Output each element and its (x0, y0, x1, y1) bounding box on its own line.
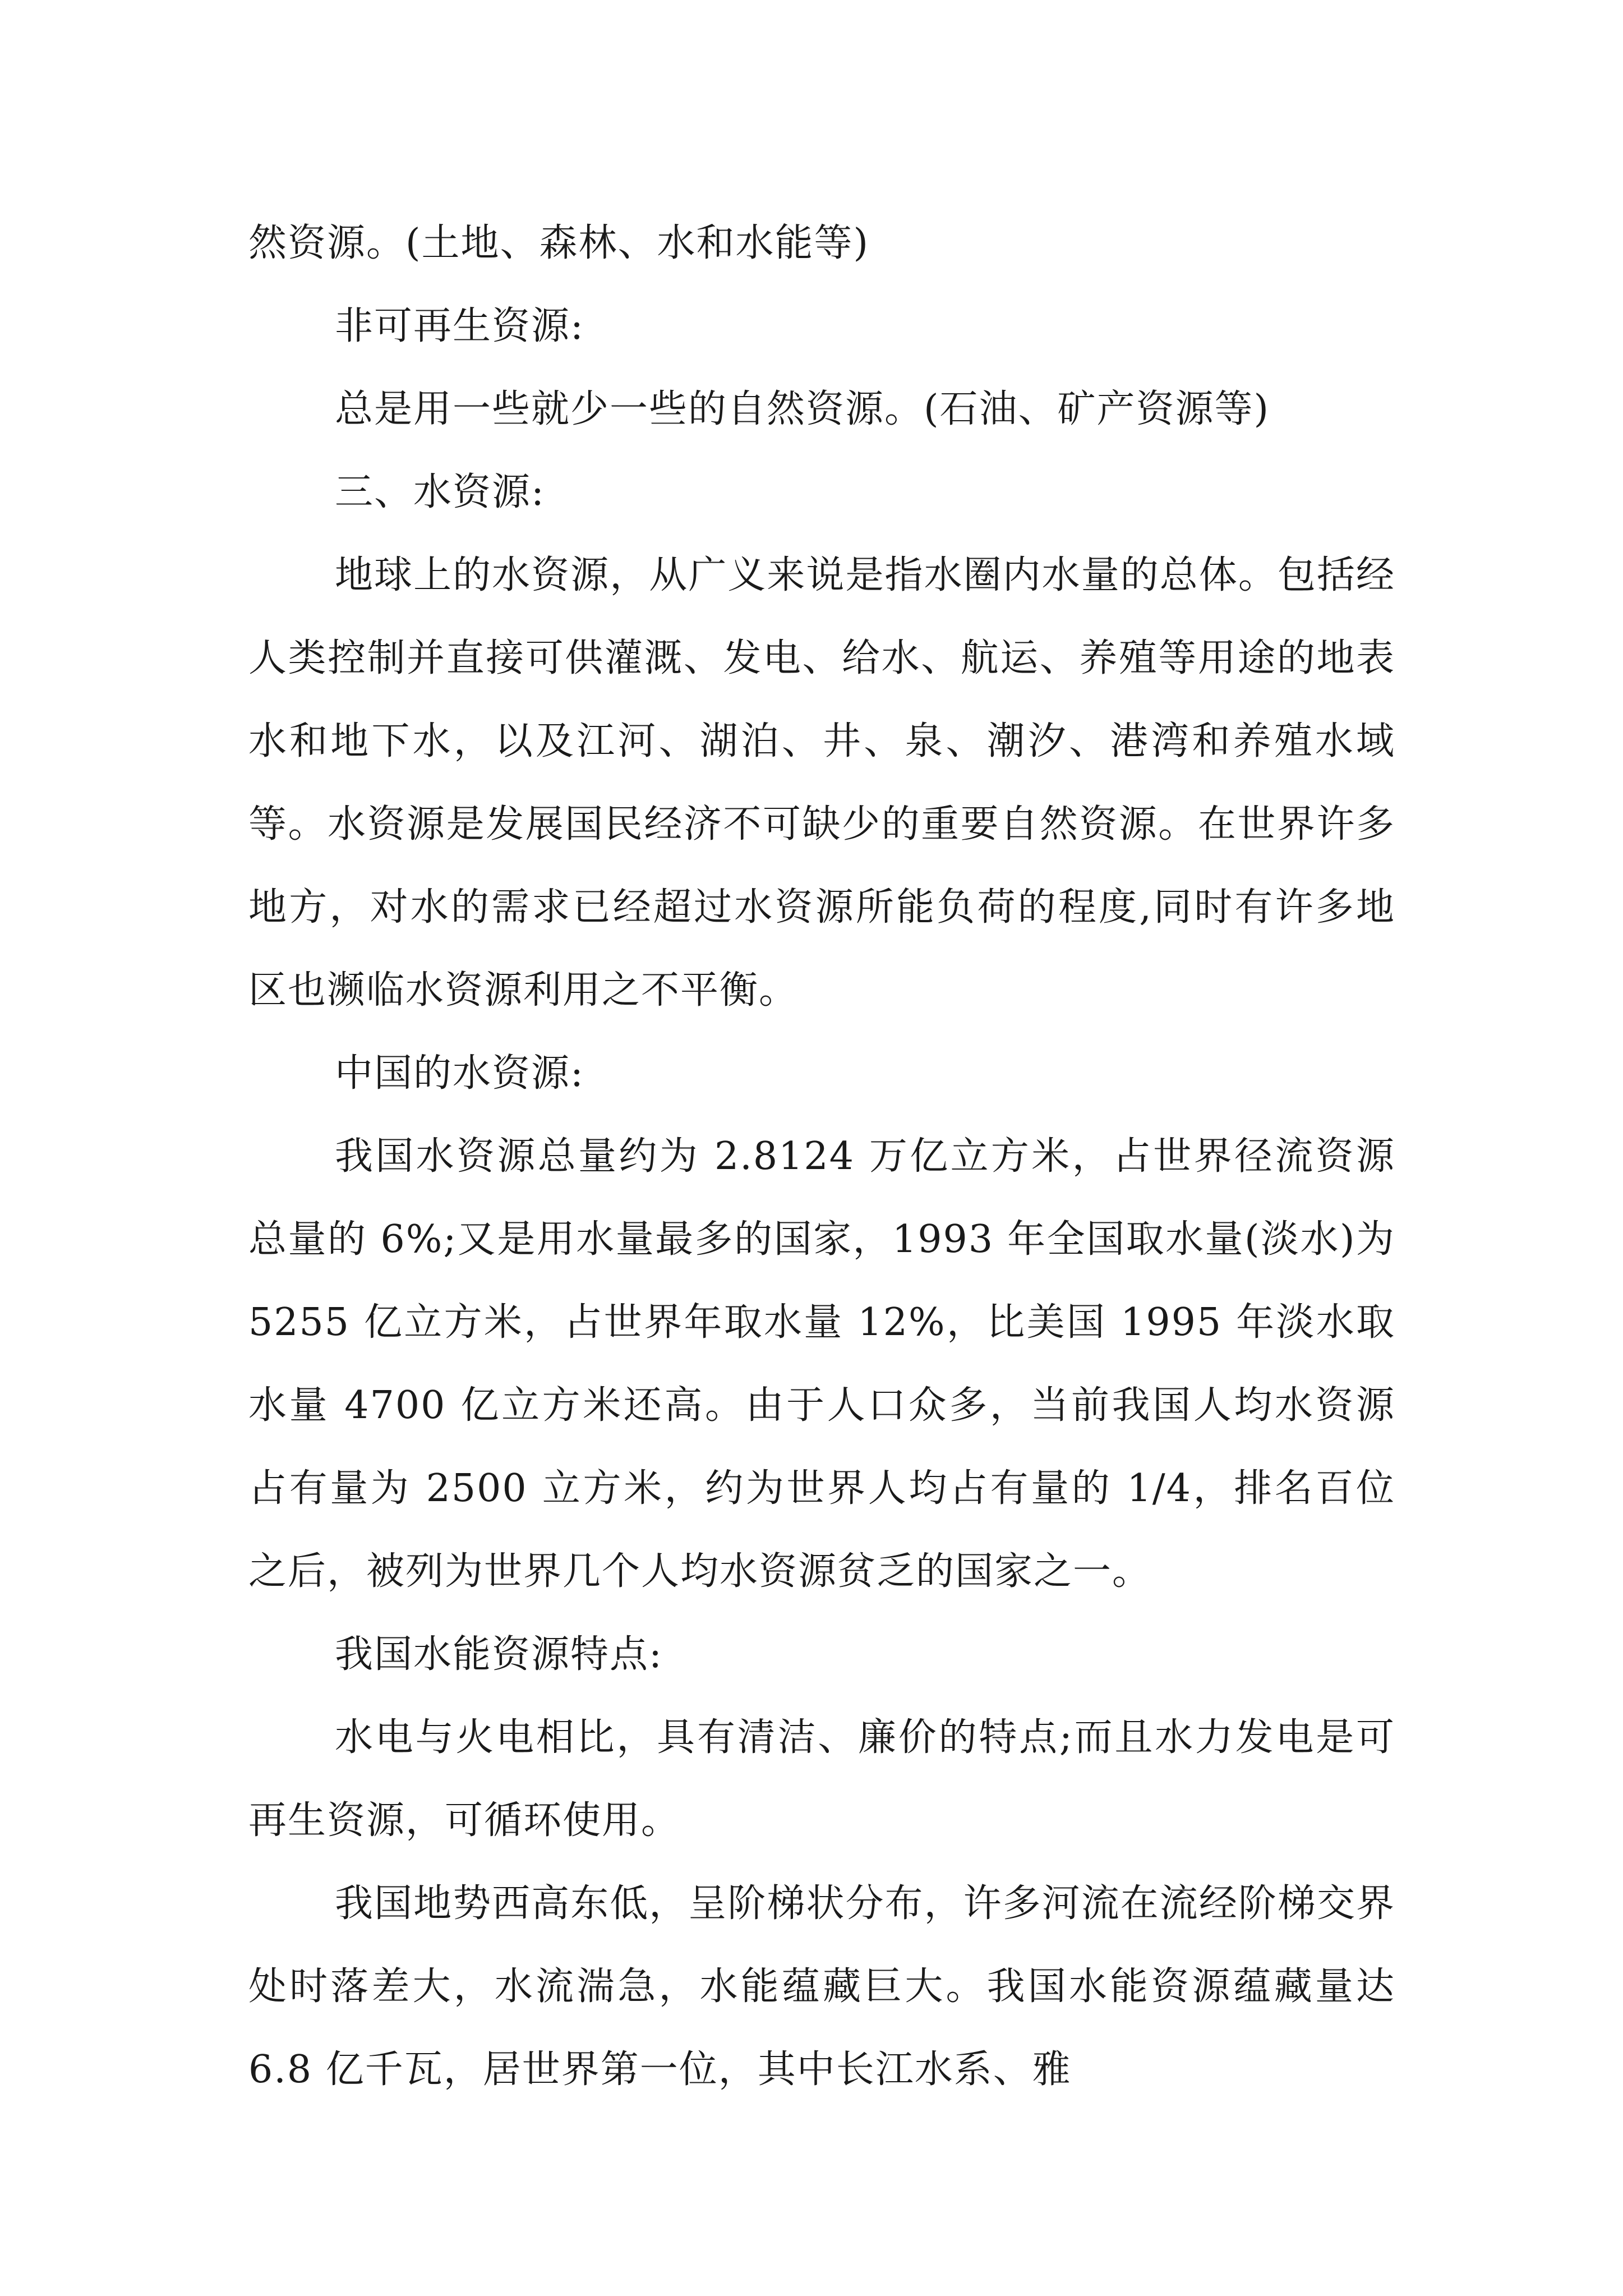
paragraph: 水电与火电相比，具有清洁、廉价的特点;而且水力发电是可再生资源，可循环使用。 (248, 1715, 1395, 1843)
section-heading: 三、水资源: (335, 470, 545, 514)
paragraph: 然资源。(土地、森林、水和水能等) (248, 221, 870, 265)
paragraph: 总是用一些就少一些的自然资源。(石油、矿产资源等) (335, 387, 1270, 431)
paragraph: 中国的水资源: (335, 1051, 584, 1096)
paragraph: 我国水资源总量约为 2.8124 万亿立方米，占世界径流资源总量的 6%;又是用水量最多的国家，1993 年全国取水量(淡水)为 5255 亿立方米，占世界年取水量 12%，比美国 1995 年淡水取水量 4700 亿立方米还高。由于人口众多，当前我国人均水资源占有量为 2500 立方米，约为世界人均占有量的 1/4，排名百位之后，被列为世界几个人均水资源贫乏的国家之一。 (248, 1134, 1395, 1594)
paragraph: 我国水能资源特点: (335, 1632, 663, 1677)
paragraph: 我国地势西高东低，呈阶梯状分布，许多河流在流经阶梯交界处时落差大，水流湍急，水能蕴藏巨大。我国水能资源蕴藏量达 6.8 亿千瓦，居世界第一位，其中长江水系、雅 (248, 1881, 1395, 2092)
document-body (248, 202, 1395, 2111)
paragraph: 地球上的水资源，从广义来说是指水圈内水量的总体。包括经人类控制并直接可供灌溉、发电、给水、航运、养殖等用途的地表水和地下水，以及江河、湖泊、井、泉、潮汐、港湾和养殖水域等。水资源是发展国民经济不可缺少的重要自然资源。在世界许多地方，对水的需求已经超过水资源所能负荷的程度,同时有许多地区也濒临水资源利用之不平衡。 (248, 553, 1395, 1013)
paragraph: 非可再生资源: (335, 304, 584, 348)
